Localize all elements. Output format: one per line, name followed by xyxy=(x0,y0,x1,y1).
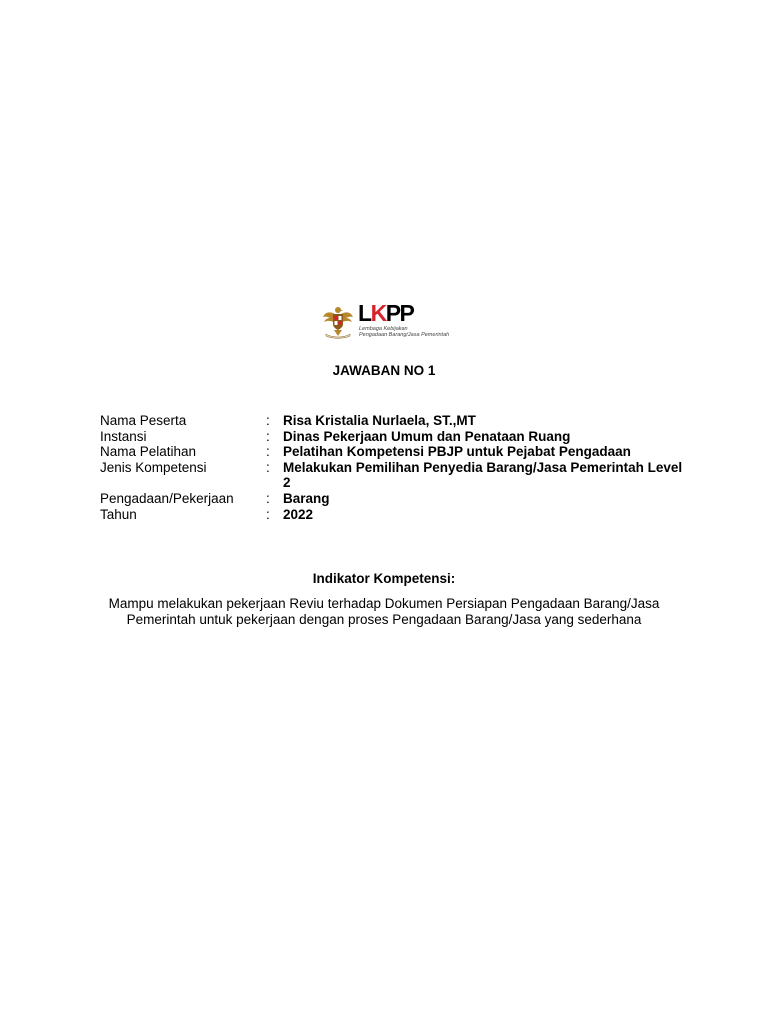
info-label: Tahun xyxy=(100,506,137,522)
info-label: Nama Peserta xyxy=(100,413,187,428)
info-colon: : xyxy=(266,490,270,506)
info-value: 2022 xyxy=(283,506,314,522)
info-value: Melakukan Pemilihan Penyedia Barang/Jasa Pemerintah Level 2 xyxy=(283,459,683,491)
info-colon: : xyxy=(266,428,270,444)
info-label: Nama Pelatihan xyxy=(100,444,197,460)
lkpp-logo xyxy=(322,300,462,341)
indicator-title: Indikator Kompetensi: xyxy=(312,571,456,586)
info-value: Pelatihan Kompetensi PBJP untuk Pejabat Pengadaan xyxy=(283,444,631,460)
info-colon: : xyxy=(266,444,270,460)
info-value: Barang xyxy=(283,490,330,506)
info-label: Instansi xyxy=(100,428,147,444)
garuda-emblem-icon xyxy=(322,305,354,339)
logo-subtitle-line1: Lembaga Kebijakan xyxy=(359,326,408,332)
info-label: Pengadaan/Pekerjaan xyxy=(100,490,234,506)
logo-wordmark: LKPP xyxy=(358,300,414,326)
page-title: JAWABAN NO 1 xyxy=(332,363,436,378)
info-value: Risa Kristalia Nurlaela, ST.,MT xyxy=(283,413,476,428)
info-colon: : xyxy=(266,506,270,522)
info-value: Dinas Pekerjaan Umum dan Penataan Ruang xyxy=(283,428,571,444)
info-colon: : xyxy=(266,413,270,428)
logo-subtitle-line2: Pengadaan Barang/Jasa Pemerintah xyxy=(359,332,450,338)
indicator-text: Mampu melakukan pekerjaan Reviu terhadap Dokumen Persiapan Pengadaan Barang/Jasa Pemerintah untuk pekerjaan dengan proses Pengadaan Barang/Jasa yang sederhana xyxy=(108,596,660,627)
info-colon: : xyxy=(266,459,270,475)
info-label: Jenis Kompetensi xyxy=(100,459,207,475)
